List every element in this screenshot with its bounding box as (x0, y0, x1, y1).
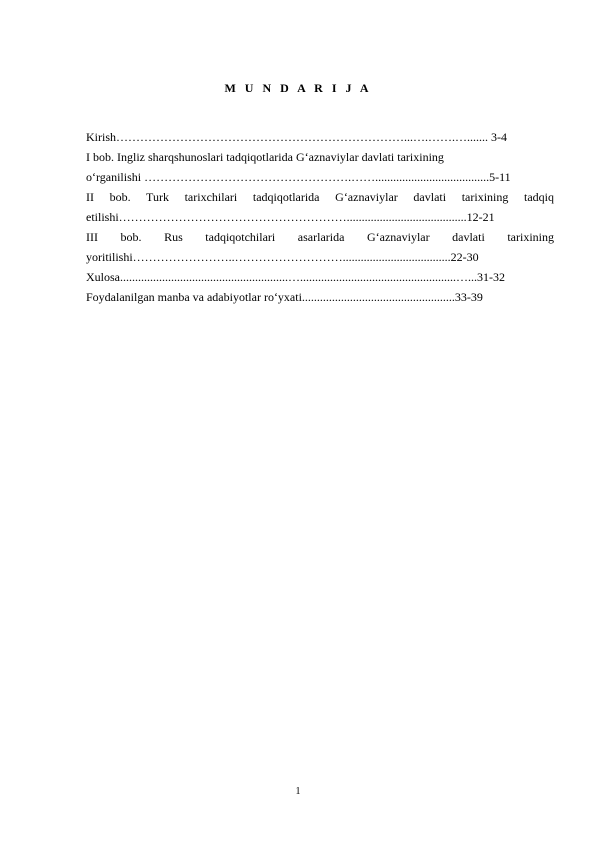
toc-entry-chapter-2-line-2: etilishi…………………………………………………........................................12-21 (86, 210, 495, 224)
toc-entry-conclusion: Xulosa........................................................…....................................................…...31-32 (86, 270, 505, 284)
page-number: 1 (295, 786, 301, 797)
toc-entry-bibliography: Foydalanilgan manba va adabiyotlar ro‘yxati...................................................33-39 (86, 290, 483, 304)
toc-entry-chapter-3-line-1: III bob. Rus tadqiqotchilari asarlarida G‘aznaviylar davlati tarixining (86, 230, 554, 244)
page-title: M U N D A R I J A (224, 81, 372, 95)
toc-entry-chapter-1-line-1: I bob. Ingliz sharqshunoslari tadqiqotlarida G‘aznaviylar davlati tarixining (86, 150, 444, 164)
table-of-contents (86, 127, 554, 307)
toc-entry-chapter-1-line-2: o‘rganilishi …………………………………………….……......................................5-11 (86, 170, 511, 184)
toc-entry-introduction: Kirish………………………………………………………………...….…….…....... 3-4 (86, 130, 507, 144)
toc-entry-chapter-3-line-2: yoritilishi……………………..………………………....................................22-30 (86, 250, 479, 264)
toc-entry-chapter-2-line-1: II bob. Turk tarixchilari tadqiqotlarida G‘aznaviylar davlati tarixining tadqiq (86, 190, 554, 204)
